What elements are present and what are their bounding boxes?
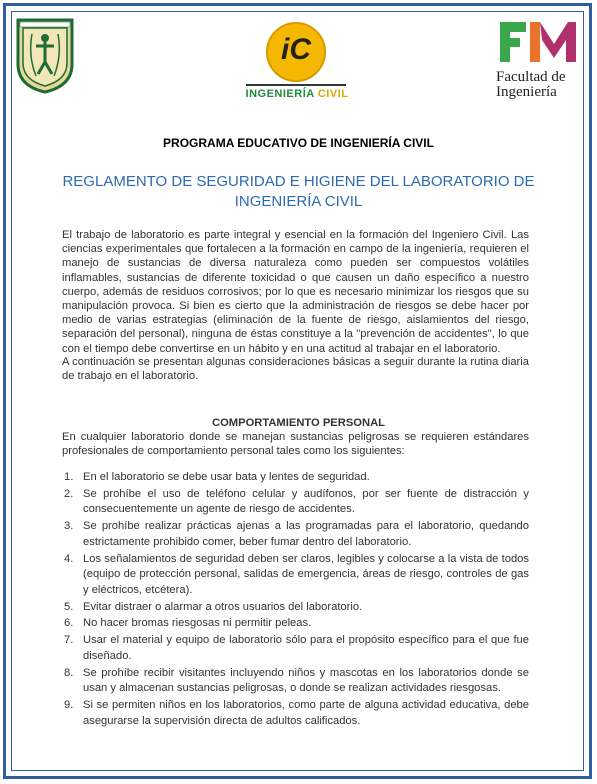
fi-logo-text — [496, 70, 580, 100]
rule-item — [62, 616, 529, 632]
program-title: PROGRAMA EDUCATIVO DE INGENIERÍA CIVIL — [163, 136, 434, 150]
ic-logo-word-ingenieria: INGENIERÍA — [245, 88, 315, 100]
regulation-title: REGLAMENTO DE SEGURIDAD E HIGIENE DEL LABORATORIO DE INGENIERÍA CIVIL — [62, 173, 535, 210]
rule-number: 9. — [64, 699, 74, 712]
rule-text: Usar el material y equipo de laboratorio sólo para el propósito específico para el que fue diseñado. — [83, 634, 529, 662]
rule-text: En el laboratorio se debe usar bata y lentes de seguridad. — [83, 471, 370, 483]
rule-text: Se prohíbe el uso de teléfono celular y audífonos, por ser fuente de distracción y consecuentemente un agente de riesgo de accidentes. — [83, 487, 529, 516]
rule-text: Evitar distraer o alarmar a otros usuarios del laboratorio. — [83, 600, 363, 613]
rule-item — [62, 666, 529, 697]
ic-logo-name — [242, 88, 352, 100]
rule-text: Se prohíbe realizar prácticas ajenas a las programadas para el laboratorio, quedando estrictamente prohibido comer, beber fumar dentro del laboratorio. — [83, 520, 529, 548]
rule-text: Se prohíbe recibir visitantes incluyendo niños y mascotas en los laboratorios donde se usan y almacenan sustancias peligrosas, o donde se realizan actividades riesgosas. — [83, 666, 529, 695]
rule-item — [62, 519, 529, 550]
fi-logo-line1: Facultad de — [496, 69, 566, 85]
rules-list — [62, 470, 529, 731]
facultad-ingenieria-logo — [494, 20, 580, 100]
ingenieria-civil-logo — [236, 22, 356, 102]
rule-number: 6. — [64, 617, 74, 630]
rule-number: 1. — [64, 471, 74, 483]
rule-item — [62, 633, 529, 664]
rule-item — [62, 470, 529, 486]
fi-logo-line2: Ingeniería — [496, 84, 557, 100]
uabc-seal-logo — [14, 16, 76, 94]
intro-paragraph: El trabajo de laboratorio es parte integral y esencial en la formación del Ingeniero Civil. Las ciencias experimentales que fortalecen a la formación en campo de la ingeniería, requieren el manejo de sustancias de diversa naturaleza como pueden ser compuestos volátiles inflamables, sustancias de diferente toxicidad o que causen un daño específico a nuestro cuerpo, además de residuos corrosivos; por lo que es necesario minimizar los riesgos que su manipulación provoca. Si bien es cierto que la administración de riesgos se debe hacer por medio de varias estrategias (eliminación de la fuente de riesgo, aislamientos del riesgo, separación del personal), ninguna de éstas constituye a la "prevención de accidentes", lo que con el tiempo debe convertirse en un hábito y en una actitud al trabajar en el laboratorio. — [62, 229, 529, 355]
rule-number: 3. — [64, 520, 74, 533]
rule-item — [62, 600, 529, 616]
fi-logo-mark — [498, 20, 578, 64]
rule-number: 7. — [64, 634, 74, 647]
rule-number: 2. — [64, 487, 74, 500]
ic-logo-mark: iC — [281, 33, 311, 66]
rule-number: 8. — [64, 666, 74, 679]
ic-logo-word-civil: CIVIL — [317, 88, 349, 100]
rule-item — [62, 487, 529, 518]
rule-item — [62, 552, 529, 599]
rule-text: Si se permiten niños en los laboratorios, como parte de alguna actividad educativa, debe asegurarse la supervisión directa de adultos calificados. — [83, 699, 529, 727]
rule-item — [62, 698, 529, 729]
ic-logo-rule — [246, 84, 346, 86]
rule-number: 5. — [64, 600, 74, 613]
section-title: COMPORTAMIENTO PERSONAL — [212, 417, 385, 429]
section-intro: En cualquier laboratorio donde se manejan sustancias peligrosas se requieren estándares profesionales de comportamiento personal tales como los siguientes: — [62, 431, 529, 458]
rule-text: Los señalamientos de seguridad deben ser claros, legibles y colocarse a la vista de todos (equipo de protección personal, salidas de emergencia, áreas de riesgo, controles de gas y eléctricos, etcétera). — [83, 552, 529, 596]
rule-text: No hacer bromas riesgosas ni permitir peleas. — [83, 617, 312, 630]
rule-number: 4. — [64, 552, 74, 565]
second-paragraph: A continuación se presentan algunas consideraciones básicas a seguir durante la rutina diaria de trabajo en el laboratorio. — [62, 356, 529, 383]
